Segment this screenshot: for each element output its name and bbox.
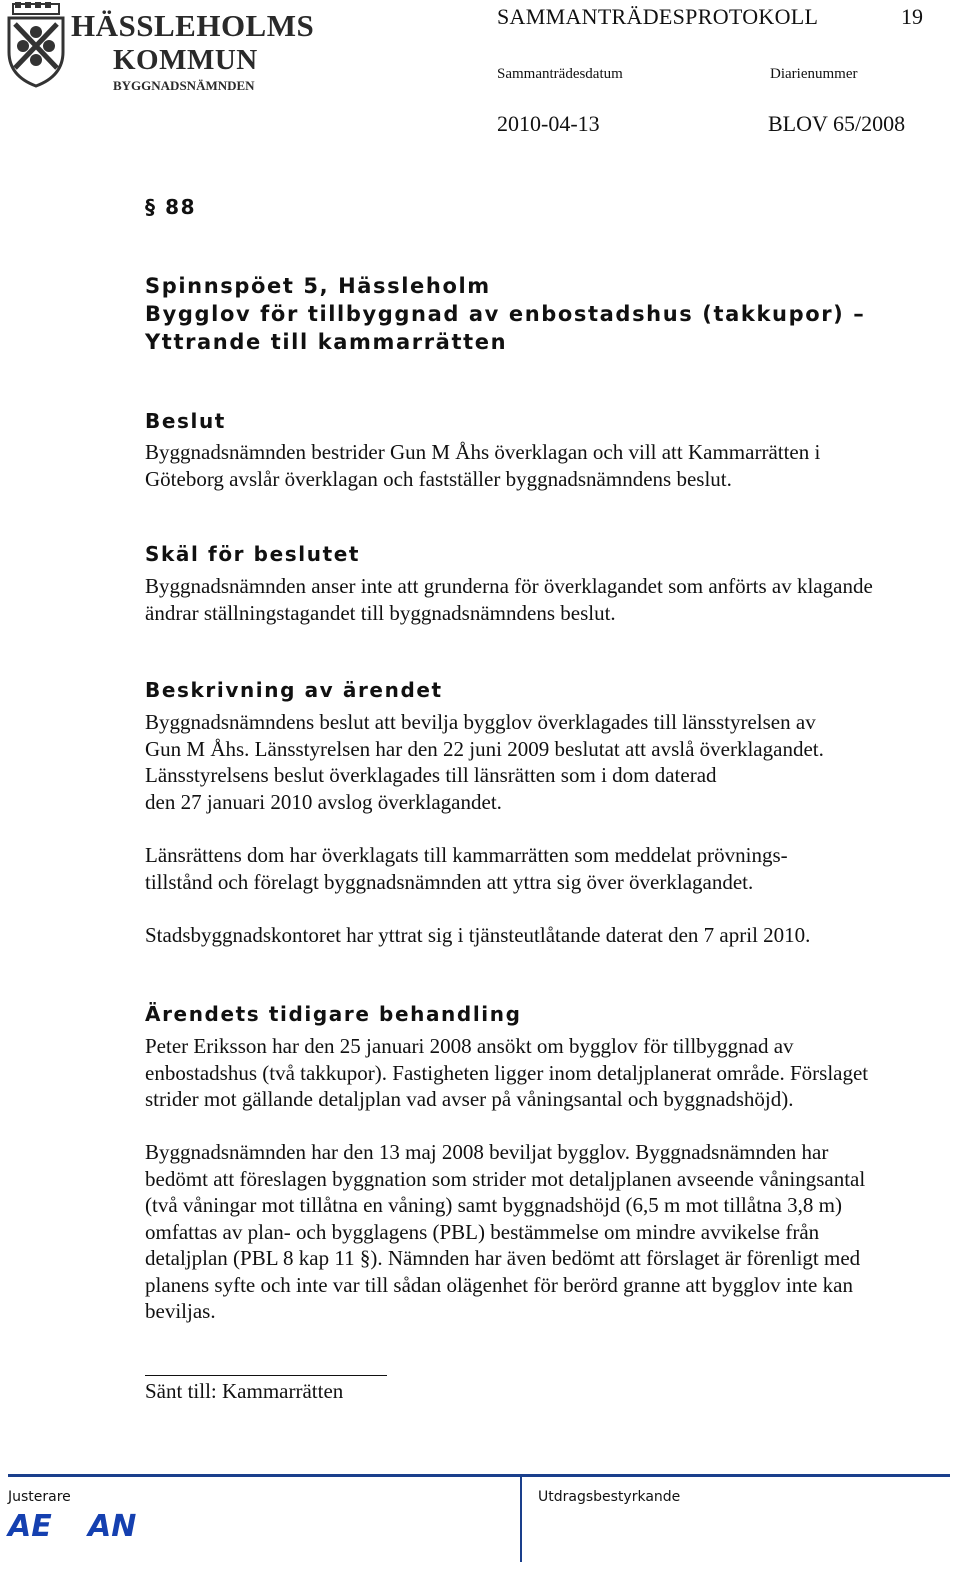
- meeting-date-label: Sammanträdesdatum: [497, 66, 623, 82]
- text-line: Peter Eriksson har den 25 januari 2008 ansökt om bygglov för tillbyggnad av: [145, 1034, 794, 1058]
- page-number: 19: [901, 4, 923, 29]
- text-line: tillstånd och förelagt byggnadsnämnden att yttra sig över överklagandet.: [145, 869, 754, 894]
- justerare-label: Justerare: [8, 1489, 71, 1505]
- heading-skal: Skäl för beslutet: [145, 542, 361, 566]
- text-line: bedömt att föreslagen byggnation som strider mot detaljplanen avseende våningsantal: [145, 1166, 866, 1191]
- footer-divider: [520, 1474, 522, 1562]
- justerare-initials: AE: [8, 1509, 52, 1544]
- case-title: [145, 272, 865, 356]
- text-line: detaljplan (PBL 8 kap 11 §). Nämnden har även bedömt att förslaget är förenligt med: [145, 1246, 861, 1270]
- beskrivning-paragraph-2: [145, 842, 788, 895]
- logo-kommun: KOMMUN: [113, 44, 258, 76]
- text-line: den 27 januari 2010 avslog överklagandet.: [145, 789, 502, 814]
- text-line: Byggnadsnämnden har den 13 maj 2008 beviljat bygglov. Byggnadsnämnden har: [145, 1140, 829, 1164]
- logo-department: BYGGNADSNÄMNDEN: [113, 78, 255, 93]
- distribution-divider: [145, 1375, 387, 1376]
- heading-beskrivning: Beskrivning av ärendet: [145, 678, 443, 702]
- heading-tidigare-behandling: Ärendets tidigare behandling: [145, 1002, 522, 1026]
- text-line: ändrar ställningstagandet till byggnadsnämndens beslut.: [145, 600, 616, 625]
- text-line: Stadsbyggnadskontoret har yttrat sig i tjänsteutlåtande daterat den 7 april 2010.: [145, 923, 811, 947]
- municipal-coat-of-arms-icon: [5, 2, 67, 88]
- text-line: enbostadshus (två takkupor). Fastigheten ligger inom detaljplanerat område. Förslaget: [145, 1060, 869, 1085]
- footer-rule-right: [522, 1474, 950, 1477]
- municipality-logo: [5, 2, 315, 94]
- utdragsbestyrkande-label: Utdragsbestyrkande: [538, 1489, 681, 1505]
- text-line: Byggnadsnämnden bestrider Gun M Åhs överklagan och vill att Kammarrätten i: [145, 440, 821, 464]
- tidigare-paragraph-1: [145, 1033, 868, 1113]
- text-line: strider mot gällande detaljplan vad avser på våningsantal och byggnadshöjd).: [145, 1087, 794, 1111]
- title-line: Bygglov för tillbyggnad av enbostadshus (takkupor) –: [145, 302, 866, 326]
- text-line: omfattas av plan- och bygglagens (PBL) bestämmelse om mindre avvikelse från: [145, 1219, 820, 1244]
- text-line: planens syfte och inte var till sådan olägenhet för berörd granne att bygglov inte kan: [145, 1272, 853, 1297]
- footer-rule-left: [8, 1474, 520, 1477]
- document-type: SAMMANTRÄDESPROTOKOLL: [497, 4, 819, 29]
- paragraph-number: § 88: [145, 195, 197, 219]
- skal-text: [145, 573, 873, 626]
- text-line: Gun M Åhs. Länsstyrelsen har den 22 juni 2009 beslutat att avslå överklagandet.: [145, 736, 824, 761]
- text-line: Byggnadsnämndens beslut att bevilja bygglov överklagades till länsstyrelsen av: [145, 710, 816, 734]
- title-line: Yttrande till kammarrätten: [145, 330, 508, 354]
- tidigare-paragraph-2: [145, 1139, 865, 1325]
- logo-municipality-name: HÄSSLEHOLMS: [71, 8, 315, 43]
- meeting-date: 2010-04-13: [497, 111, 600, 136]
- beslut-text: [145, 439, 820, 492]
- text-line: Länsrättens dom har överklagats till kammarrätten som meddelat prövnings-: [145, 843, 788, 867]
- heading-beslut: Beslut: [145, 409, 226, 433]
- text-line: (två våningar mot tillåtna en våning) samt byggnadshöjd (6,5 m mot tillåtna 3,8 m): [145, 1193, 842, 1217]
- text-line: Länsstyrelsens beslut överklagades till länsrätten som i dom daterad: [145, 763, 717, 787]
- text-line: Göteborg avslår överklagan och fastställer byggnadsnämndens beslut.: [145, 466, 732, 491]
- text-line: Byggnadsnämnden anser inte att grunderna för överklagandet som anförts av klagande: [145, 574, 873, 598]
- justerare-initials: AN: [88, 1509, 137, 1544]
- registration-number-label: Diarienummer: [770, 66, 858, 82]
- registration-number: BLOV 65/2008: [768, 111, 906, 136]
- sent-to: Sänt till: Kammarrätten: [145, 1379, 344, 1403]
- beskrivning-paragraph-1: [145, 709, 824, 815]
- title-line: Spinnspöet 5, Hässleholm: [145, 274, 491, 298]
- text-line: beviljas.: [145, 1299, 216, 1323]
- beskrivning-paragraph-3: [145, 922, 810, 949]
